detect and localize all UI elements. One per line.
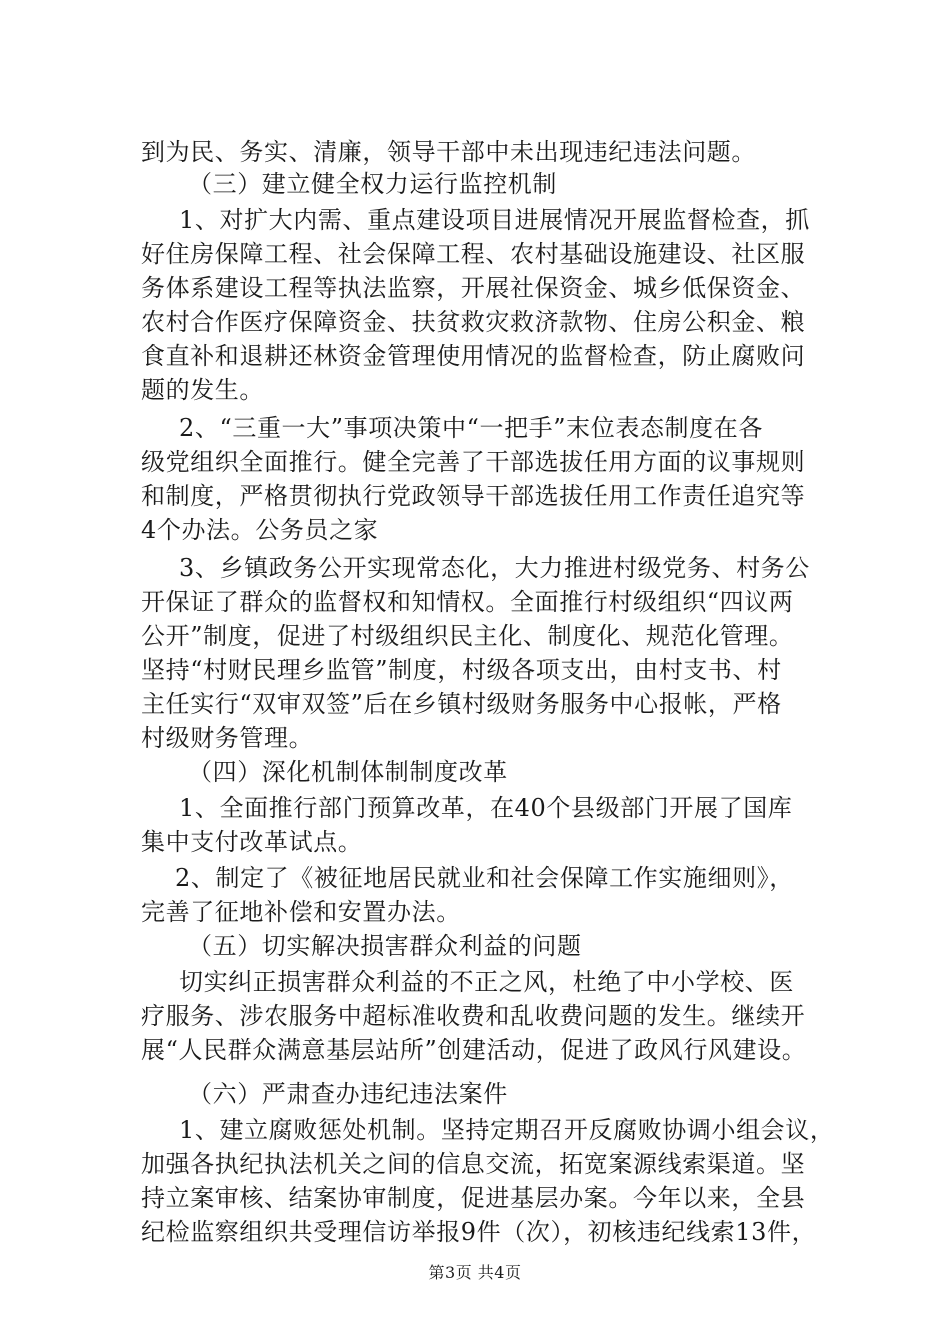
text-line: 3、乡镇政务公开实现常态化，大力推进村级党务、村务公 xyxy=(179,554,810,582)
text-line: 坚持“村财民理乡监管”制度，村级各项支出，由村支书、村 xyxy=(141,656,782,684)
text-line: 切实纠正损害群众利益的不正之风，杜绝了中小学校、医 xyxy=(179,968,794,996)
text-line: 1、全面推行部门预算改革，在40个县级部门开展了国库 xyxy=(179,794,793,822)
text-line: 开保证了群众的监督权和知情权。全面推行村级组织“四议两 xyxy=(141,588,794,616)
text-line: 加强各执纪执法机关之间的信息交流，拓宽案源线索渠道。坚 xyxy=(141,1150,806,1178)
text-line: 纪检监察组织共受理信访举报9件（次），初核违纪线索13件， xyxy=(141,1218,817,1246)
text-line: 主任实行“双审双签”后在乡镇村级财务服务中心报帐，严格 xyxy=(141,690,782,718)
text-line: 公开”制度，促进了村级组织民主化、制度化、规范化管理。 xyxy=(141,622,794,650)
section-heading-6: （六）严肃查办违纪违法案件 xyxy=(188,1080,508,1108)
text-line: 2、“三重一大”事项决策中“一把手”末位表态制度在各 xyxy=(179,414,763,442)
text-line: 到为民、务实、清廉，领导干部中未出现违纪违法问题。 xyxy=(141,138,756,166)
section-heading-3: （三）建立健全权力运行监控机制 xyxy=(188,170,557,198)
text-line: 1、建立腐败惩处机制。坚持定期召开反腐败协调小组会议， xyxy=(179,1116,835,1144)
text-line: 2、制定了《被征地居民就业和社会保障工作实施细则》， xyxy=(175,864,794,892)
text-line: 务体系建设工程等执法监察，开展社保资金、城乡低保资金、 xyxy=(141,274,806,302)
text-line: 级党组织全面推行。健全完善了干部选拔任用方面的议事规则 xyxy=(141,448,806,476)
text-line: 展“人民群众满意基层站所”创建活动，促进了政风行风建设。 xyxy=(141,1036,807,1064)
section-heading-5: （五）切实解决损害群众利益的问题 xyxy=(188,932,582,960)
text-line: 集中支付改革试点。 xyxy=(141,828,363,856)
text-line: 和制度，严格贯彻执行党政领导干部选拔任用工作责任追究等 xyxy=(141,482,806,510)
section-heading-4: （四）深化机制体制制度改革 xyxy=(188,758,508,786)
text-line: 1、对扩大内需、重点建设项目进展情况开展监督检查，抓 xyxy=(179,206,810,234)
text-line: 好住房保障工程、社会保障工程、农村基础设施建设、社区服 xyxy=(141,240,806,268)
text-line: 持立案审核、结案协审制度，促进基层办案。今年以来，全县 xyxy=(141,1184,806,1212)
text-line: 村级财务管理。 xyxy=(141,724,314,752)
text-line: 题的发生。 xyxy=(141,376,264,404)
page-footer: 第3页 共4页 xyxy=(428,1263,522,1282)
text-line: 4个办法。公务员之家 xyxy=(141,516,379,544)
text-line: 农村合作医疗保障资金、扶贫救灾救济款物、住房公积金、粮 xyxy=(141,308,806,336)
text-line: 食直补和退耕还林资金管理使用情况的监督检查，防止腐败问 xyxy=(141,342,806,370)
text-line: 完善了征地补偿和安置办法。 xyxy=(141,898,461,926)
text-line: 疗服务、涉农服务中超标准收费和乱收费问题的发生。继续开 xyxy=(141,1002,806,1030)
